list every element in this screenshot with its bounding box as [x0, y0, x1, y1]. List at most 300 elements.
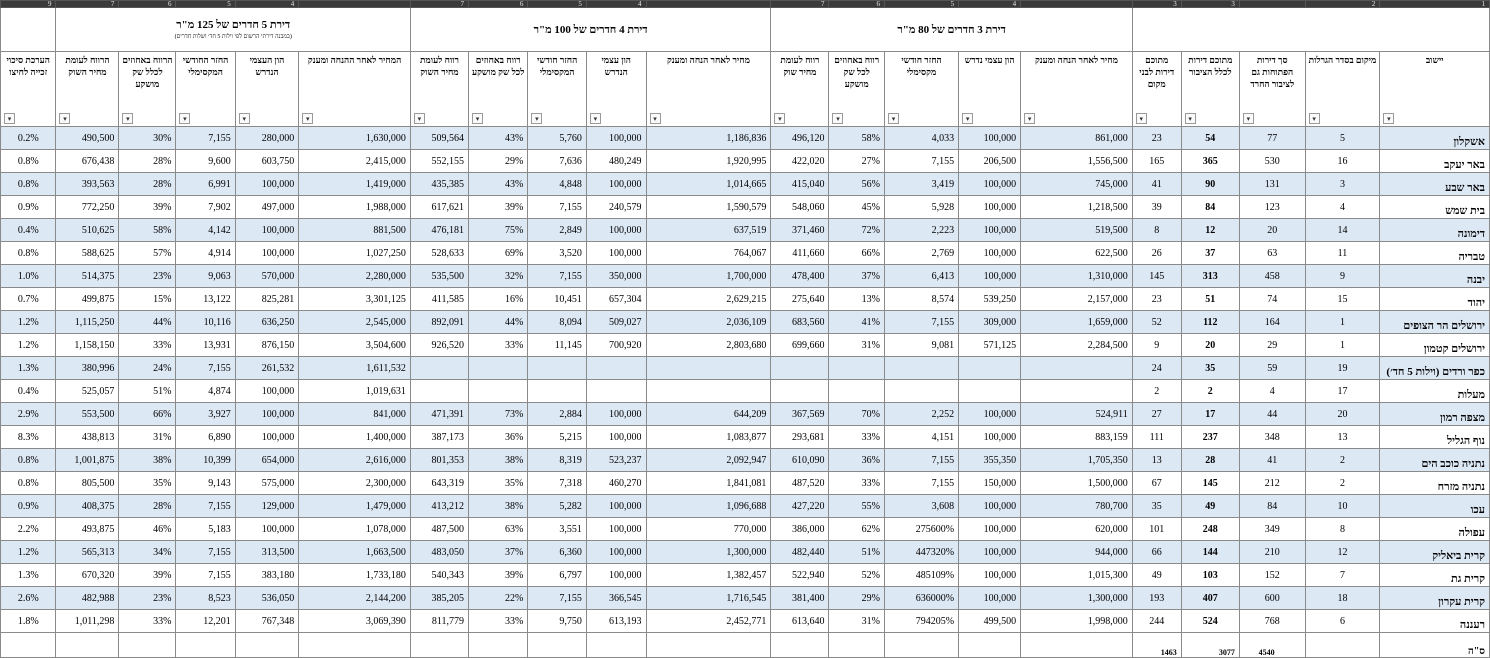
cell-local[interactable]: 101	[1132, 518, 1181, 541]
colnum-cell[interactable]	[299, 1, 411, 8]
cell-p125[interactable]: 565,313	[56, 541, 119, 564]
cell-public[interactable]: 2	[1181, 380, 1239, 403]
cell-m100[interactable]	[528, 357, 587, 380]
cell-pr100[interactable]: 2,036,109	[646, 311, 771, 334]
cell-m100[interactable]: 2,884	[528, 403, 587, 426]
cell-e80[interactable]: 100,000	[959, 127, 1021, 150]
cell-pr125[interactable]: 2,415,000	[299, 150, 411, 173]
cell-risk[interactable]: 1.2%	[1, 311, 56, 334]
cell-rank[interactable]: 1	[1305, 311, 1380, 334]
cell-pr100[interactable]: 2,803,680	[646, 334, 771, 357]
cell-pr125[interactable]: 2,300,000	[299, 472, 411, 495]
cell-pr100[interactable]: 1,382,457	[646, 564, 771, 587]
cell-local[interactable]: 23	[1132, 127, 1181, 150]
cell-pct125[interactable]: 58%	[119, 219, 176, 242]
cell-rank[interactable]: 4	[1305, 196, 1380, 219]
cell-pct100[interactable]: 36%	[469, 426, 528, 449]
cell-e80[interactable]: 100,000	[959, 173, 1021, 196]
cell-pr125[interactable]: 1,663,500	[299, 541, 411, 564]
cell-pr125[interactable]: 1,019,631	[299, 380, 411, 403]
cell-e100[interactable]: 657,304	[586, 288, 646, 311]
cell-e80[interactable]: 100,000	[959, 495, 1021, 518]
cell-pr80[interactable]: 524,911	[1021, 403, 1133, 426]
cell-pct80[interactable]: 33%	[829, 426, 884, 449]
empty-cell[interactable]	[528, 633, 587, 658]
cell-e100[interactable]: 366,545	[586, 587, 646, 610]
cell-p125[interactable]: 772,250	[56, 196, 119, 219]
cell-p125[interactable]: 438,813	[56, 426, 119, 449]
cell-pr125[interactable]: 1,419,000	[299, 173, 411, 196]
colnum-cell[interactable]: 7	[56, 1, 119, 8]
cell-p80[interactable]: 367,569	[771, 403, 829, 426]
cell-local[interactable]: 2	[1132, 380, 1181, 403]
cell-pct125[interactable]: 66%	[119, 403, 176, 426]
cell-m125[interactable]: 7,155	[176, 541, 235, 564]
cell-e80[interactable]: 100,000	[959, 265, 1021, 288]
empty-cell[interactable]	[235, 633, 299, 658]
cell-pct80[interactable]: 72%	[829, 219, 884, 242]
cell-pct100[interactable]: 39%	[469, 564, 528, 587]
cell-pct80[interactable]: 31%	[829, 334, 884, 357]
cell-e100[interactable]: 523,237	[586, 449, 646, 472]
filter-dropdown-icon[interactable]: ▾	[179, 113, 190, 124]
cell-e100[interactable]: 240,579	[586, 196, 646, 219]
cell-e125[interactable]: 100,000	[235, 173, 299, 196]
cell-p125[interactable]: 408,375	[56, 495, 119, 518]
cell-p80[interactable]: 411,660	[771, 242, 829, 265]
cell-p125[interactable]: 553,500	[56, 403, 119, 426]
cell-p125[interactable]: 493,875	[56, 518, 119, 541]
cell-m100[interactable]: 11,145	[528, 334, 587, 357]
cell-total[interactable]: 349	[1239, 518, 1305, 541]
cell-pct125[interactable]: 33%	[119, 334, 176, 357]
cell-m80[interactable]: 2,769	[884, 242, 958, 265]
cell-p80[interactable]: 522,940	[771, 564, 829, 587]
cell-rank[interactable]: 14	[1305, 219, 1380, 242]
header-g100-profit[interactable]	[410, 52, 468, 127]
cell-risk[interactable]: 0.8%	[1, 173, 56, 196]
cell-p80[interactable]: 275,640	[771, 288, 829, 311]
cell-m100[interactable]: 6,797	[528, 564, 587, 587]
cell-pr100[interactable]: 2,452,771	[646, 610, 771, 633]
cell-e100[interactable]: 509,027	[586, 311, 646, 334]
cell-p80[interactable]	[771, 380, 829, 403]
cell-e100[interactable]: 100,000	[586, 518, 646, 541]
cell-e100[interactable]: 100,000	[586, 127, 646, 150]
cell-e100[interactable]: 100,000	[586, 564, 646, 587]
cell-pr80[interactable]: 1,500,000	[1021, 472, 1133, 495]
cell-e125[interactable]: 100,000	[235, 426, 299, 449]
colnum-cell[interactable]: 4	[959, 1, 1021, 8]
group-header-empty[interactable]	[1132, 8, 1489, 52]
cell-e100[interactable]: 100,000	[586, 173, 646, 196]
cell-pct125[interactable]: 38%	[119, 449, 176, 472]
cell-city[interactable]: בית שמש	[1380, 196, 1490, 219]
colnum-cell[interactable]: 3	[1181, 1, 1239, 8]
cell-pct125[interactable]: 31%	[119, 426, 176, 449]
cell-rank[interactable]: 7	[1305, 564, 1380, 587]
cell-city[interactable]: באר יעקב	[1380, 150, 1490, 173]
cell-risk[interactable]: 1.8%	[1, 610, 56, 633]
cell-pr80[interactable]: 1,015,300	[1021, 564, 1133, 587]
cell-pct125[interactable]: 39%	[119, 564, 176, 587]
cell-pr125[interactable]: 1,400,000	[299, 426, 411, 449]
cell-e125[interactable]: 603,750	[235, 150, 299, 173]
filter-dropdown-icon[interactable]: ▾	[832, 113, 843, 124]
cell-e80[interactable]: 355,350	[959, 449, 1021, 472]
colnum-cell[interactable]	[1021, 1, 1133, 8]
cell-pr80[interactable]: 1,998,000	[1021, 610, 1133, 633]
total-total[interactable]: 4540	[1239, 633, 1305, 658]
cell-city[interactable]: עכו	[1380, 495, 1490, 518]
cell-local[interactable]: 111	[1132, 426, 1181, 449]
total-rank[interactable]	[1305, 633, 1380, 658]
cell-e80[interactable]: 100,000	[959, 219, 1021, 242]
cell-e80[interactable]: 539,250	[959, 288, 1021, 311]
cell-m125[interactable]: 4,874	[176, 380, 235, 403]
cell-e80[interactable]: 100,000	[959, 518, 1021, 541]
empty-cell[interactable]	[884, 633, 958, 658]
colnum-cell[interactable]: 3	[1132, 1, 1181, 8]
cell-p80[interactable]: 386,000	[771, 518, 829, 541]
cell-pct80[interactable]: 51%	[829, 541, 884, 564]
cell-p80[interactable]	[771, 357, 829, 380]
cell-m125[interactable]: 8,523	[176, 587, 235, 610]
cell-m80[interactable]	[884, 380, 958, 403]
cell-e100[interactable]: 350,000	[586, 265, 646, 288]
cell-public[interactable]: 20	[1181, 334, 1239, 357]
total-public[interactable]: 3077	[1181, 633, 1239, 658]
cell-m100[interactable]: 5,282	[528, 495, 587, 518]
cell-e100[interactable]: 100,000	[586, 242, 646, 265]
header-g80-pct[interactable]	[829, 52, 884, 127]
colnum-cell[interactable]: 9	[1, 1, 56, 8]
cell-e125[interactable]: 575,000	[235, 472, 299, 495]
cell-rank[interactable]: 18	[1305, 587, 1380, 610]
cell-p100[interactable]: 509,564	[410, 127, 468, 150]
cell-public[interactable]: 35	[1181, 357, 1239, 380]
cell-pct80[interactable]: 33%	[829, 472, 884, 495]
cell-local[interactable]: 35	[1132, 495, 1181, 518]
cell-m80[interactable]: 3,419	[884, 173, 958, 196]
cell-pct80[interactable]: 27%	[829, 150, 884, 173]
cell-total[interactable]: 600	[1239, 587, 1305, 610]
cell-m80[interactable]: 7,155	[884, 311, 958, 334]
cell-p100[interactable]: 487,500	[410, 518, 468, 541]
cell-e80[interactable]: 100,000	[959, 541, 1021, 564]
cell-m125[interactable]: 7,155	[176, 357, 235, 380]
filter-dropdown-icon[interactable]: ▾	[590, 113, 601, 124]
cell-m100[interactable]: 9,750	[528, 610, 587, 633]
cell-p125[interactable]: 393,563	[56, 173, 119, 196]
cell-e125[interactable]: 497,000	[235, 196, 299, 219]
cell-e125[interactable]: 636,250	[235, 311, 299, 334]
cell-rank[interactable]: 3	[1305, 173, 1380, 196]
cell-pct100[interactable]: 75%	[469, 219, 528, 242]
cell-pct125[interactable]: 23%	[119, 265, 176, 288]
cell-city[interactable]: טבריה	[1380, 242, 1490, 265]
cell-pr80[interactable]: 944,000	[1021, 541, 1133, 564]
header-g100-equity[interactable]	[586, 52, 646, 127]
filter-dropdown-icon[interactable]: ▾	[1243, 113, 1254, 124]
cell-pct125[interactable]: 28%	[119, 495, 176, 518]
cell-p80[interactable]: 496,120	[771, 127, 829, 150]
header-c-total[interactable]	[1239, 52, 1305, 127]
cell-risk[interactable]: 8.3%	[1, 426, 56, 449]
cell-pr80[interactable]: 1,300,000	[1021, 587, 1133, 610]
cell-pr80[interactable]: 620,000	[1021, 518, 1133, 541]
cell-rank[interactable]: 12	[1305, 541, 1380, 564]
cell-p100[interactable]: 385,205	[410, 587, 468, 610]
cell-p100[interactable]: 535,500	[410, 265, 468, 288]
cell-m100[interactable]: 7,155	[528, 196, 587, 219]
cell-m100[interactable]: 2,849	[528, 219, 587, 242]
cell-total[interactable]: 4	[1239, 380, 1305, 403]
cell-m80[interactable]: 5,928	[884, 196, 958, 219]
cell-total[interactable]: 84	[1239, 495, 1305, 518]
cell-pr100[interactable]: 1,920,995	[646, 150, 771, 173]
cell-pr80[interactable]	[1021, 380, 1133, 403]
cell-m80[interactable]: 636000%	[884, 587, 958, 610]
cell-pct125[interactable]: 34%	[119, 541, 176, 564]
cell-e100[interactable]	[586, 380, 646, 403]
cell-pr100[interactable]: 1,716,545	[646, 587, 771, 610]
cell-e80[interactable]: 100,000	[959, 564, 1021, 587]
cell-pct80[interactable]	[829, 380, 884, 403]
cell-risk[interactable]: 0.9%	[1, 196, 56, 219]
colnum-cell[interactable]: 4	[235, 1, 299, 8]
cell-pct80[interactable]: 66%	[829, 242, 884, 265]
cell-risk[interactable]: 1.3%	[1, 357, 56, 380]
cell-m125[interactable]: 7,155	[176, 127, 235, 150]
header-g100-pct[interactable]	[469, 52, 528, 127]
filter-dropdown-icon[interactable]: ▾	[962, 113, 973, 124]
cell-total[interactable]: 348	[1239, 426, 1305, 449]
cell-m125[interactable]: 4,142	[176, 219, 235, 242]
cell-pr125[interactable]: 1,988,000	[299, 196, 411, 219]
cell-pct125[interactable]: 24%	[119, 357, 176, 380]
cell-city[interactable]: אשקלון	[1380, 127, 1490, 150]
cell-total[interactable]: 530	[1239, 150, 1305, 173]
filter-dropdown-icon[interactable]: ▾	[1383, 113, 1394, 124]
cell-m80[interactable]: 8,574	[884, 288, 958, 311]
cell-e125[interactable]: 825,281	[235, 288, 299, 311]
filter-dropdown-icon[interactable]: ▾	[650, 113, 661, 124]
cell-m125[interactable]: 10,116	[176, 311, 235, 334]
cell-public[interactable]: 17	[1181, 403, 1239, 426]
cell-rank[interactable]: 15	[1305, 288, 1380, 311]
cell-p100[interactable]: 540,343	[410, 564, 468, 587]
colnum-cell[interactable]	[646, 1, 771, 8]
empty-cell[interactable]	[410, 633, 468, 658]
colnum-cell[interactable]: 4	[586, 1, 646, 8]
cell-public[interactable]: 248	[1181, 518, 1239, 541]
group-header-125[interactable]	[56, 8, 410, 52]
header-city[interactable]	[1380, 52, 1490, 127]
cell-risk[interactable]: 0.2%	[1, 127, 56, 150]
cell-pct100[interactable]: 29%	[469, 150, 528, 173]
header-g80-monthly[interactable]	[884, 52, 958, 127]
cell-pr125[interactable]: 2,545,000	[299, 311, 411, 334]
cell-pct125[interactable]: 44%	[119, 311, 176, 334]
cell-pct125[interactable]: 35%	[119, 472, 176, 495]
cell-pr125[interactable]: 2,280,000	[299, 265, 411, 288]
cell-e80[interactable]: 100,000	[959, 196, 1021, 219]
header-g100-monthly[interactable]	[528, 52, 587, 127]
cell-pct125[interactable]: 15%	[119, 288, 176, 311]
cell-public[interactable]: 112	[1181, 311, 1239, 334]
cell-pct80[interactable]: 52%	[829, 564, 884, 587]
header-c-local[interactable]	[1132, 52, 1181, 127]
cell-pr80[interactable]	[1021, 357, 1133, 380]
header-g80-profit[interactable]	[771, 52, 829, 127]
cell-local[interactable]: 49	[1132, 564, 1181, 587]
cell-p100[interactable]: 413,212	[410, 495, 468, 518]
cell-m100[interactable]: 3,520	[528, 242, 587, 265]
cell-city[interactable]: מעלות	[1380, 380, 1490, 403]
cell-e125[interactable]: 570,000	[235, 265, 299, 288]
cell-public[interactable]: 313	[1181, 265, 1239, 288]
filter-dropdown-icon[interactable]: ▾	[59, 113, 70, 124]
cell-rank[interactable]: 9	[1305, 265, 1380, 288]
cell-local[interactable]: 26	[1132, 242, 1181, 265]
cell-m100[interactable]: 3,551	[528, 518, 587, 541]
cell-e125[interactable]: 767,348	[235, 610, 299, 633]
cell-rank[interactable]: 11	[1305, 242, 1380, 265]
total-label[interactable]: ס"ה	[1380, 633, 1490, 658]
header-g80-equity[interactable]	[959, 52, 1021, 127]
cell-rank[interactable]: 5	[1305, 127, 1380, 150]
cell-total[interactable]: 152	[1239, 564, 1305, 587]
cell-e100[interactable]: 100,000	[586, 426, 646, 449]
cell-m100[interactable]: 5,215	[528, 426, 587, 449]
cell-p100[interactable]: 471,391	[410, 403, 468, 426]
header-c-public[interactable]	[1181, 52, 1239, 127]
cell-rank[interactable]: 2	[1305, 472, 1380, 495]
colnum-cell[interactable]: 5	[176, 1, 235, 8]
cell-risk[interactable]: 0.7%	[1, 288, 56, 311]
cell-e100[interactable]: 100,000	[586, 541, 646, 564]
cell-pct80[interactable]: 58%	[829, 127, 884, 150]
cell-m100[interactable]: 4,848	[528, 173, 587, 196]
cell-e125[interactable]: 100,000	[235, 518, 299, 541]
empty-cell[interactable]	[469, 633, 528, 658]
cell-risk[interactable]: 2.2%	[1, 518, 56, 541]
cell-public[interactable]: 49	[1181, 495, 1239, 518]
cell-pct125[interactable]: 33%	[119, 610, 176, 633]
cell-public[interactable]: 12	[1181, 219, 1239, 242]
cell-risk[interactable]: 0.8%	[1, 242, 56, 265]
cell-m125[interactable]: 9,600	[176, 150, 235, 173]
cell-p125[interactable]: 525,057	[56, 380, 119, 403]
cell-local[interactable]: 193	[1132, 587, 1181, 610]
cell-risk[interactable]: 1.3%	[1, 564, 56, 587]
filter-dropdown-icon[interactable]: ▾	[414, 113, 425, 124]
cell-rank[interactable]: 2	[1305, 449, 1380, 472]
cell-e125[interactable]: 261,532	[235, 357, 299, 380]
cell-m80[interactable]: 6,413	[884, 265, 958, 288]
cell-m80[interactable]: 4,151	[884, 426, 958, 449]
cell-p80[interactable]: 381,400	[771, 587, 829, 610]
cell-p80[interactable]: 478,400	[771, 265, 829, 288]
cell-e80[interactable]: 499,500	[959, 610, 1021, 633]
cell-pr100[interactable]: 1,186,836	[646, 127, 771, 150]
cell-e100[interactable]: 460,270	[586, 472, 646, 495]
cell-risk[interactable]: 1.0%	[1, 265, 56, 288]
cell-m80[interactable]: 794205%	[884, 610, 958, 633]
cell-pr80[interactable]: 2,157,000	[1021, 288, 1133, 311]
cell-total[interactable]: 123	[1239, 196, 1305, 219]
cell-pct100[interactable]: 37%	[469, 541, 528, 564]
cell-pr125[interactable]: 1,630,000	[299, 127, 411, 150]
cell-total[interactable]: 77	[1239, 127, 1305, 150]
cell-pr100[interactable]: 1,014,665	[646, 173, 771, 196]
cell-m80[interactable]: 275600%	[884, 518, 958, 541]
cell-public[interactable]: 237	[1181, 426, 1239, 449]
cell-pr80[interactable]: 883,159	[1021, 426, 1133, 449]
cell-e125[interactable]: 383,180	[235, 564, 299, 587]
cell-pct100[interactable]: 44%	[469, 311, 528, 334]
empty-cell[interactable]	[1021, 633, 1133, 658]
cell-m80[interactable]: 4,033	[884, 127, 958, 150]
cell-public[interactable]: 37	[1181, 242, 1239, 265]
filter-dropdown-icon[interactable]: ▾	[888, 113, 899, 124]
cell-total[interactable]: 74	[1239, 288, 1305, 311]
cell-p100[interactable]: 476,181	[410, 219, 468, 242]
cell-total[interactable]: 44	[1239, 403, 1305, 426]
filter-dropdown-icon[interactable]: ▾	[774, 113, 785, 124]
colnum-cell[interactable]: 5	[528, 1, 587, 8]
cell-public[interactable]: 144	[1181, 541, 1239, 564]
empty-cell[interactable]	[299, 633, 411, 658]
cell-m100[interactable]: 8,094	[528, 311, 587, 334]
cell-risk[interactable]: 1.2%	[1, 334, 56, 357]
empty-cell[interactable]	[771, 633, 829, 658]
cell-m125[interactable]: 6,991	[176, 173, 235, 196]
cell-p80[interactable]: 482,440	[771, 541, 829, 564]
header-c-rank[interactable]	[1305, 52, 1380, 127]
cell-pct100[interactable]: 38%	[469, 495, 528, 518]
cell-pct125[interactable]: 30%	[119, 127, 176, 150]
colnum-cell[interactable]: 1	[1380, 1, 1490, 8]
cell-e100[interactable]: 480,249	[586, 150, 646, 173]
cell-rank[interactable]: 6	[1305, 610, 1380, 633]
header-g80-price[interactable]	[1021, 52, 1133, 127]
cell-pct80[interactable]: 45%	[829, 196, 884, 219]
cell-pct100[interactable]: 39%	[469, 196, 528, 219]
filter-dropdown-icon[interactable]: ▾	[472, 113, 483, 124]
cell-m80[interactable]: 2,223	[884, 219, 958, 242]
cell-pr125[interactable]: 3,504,600	[299, 334, 411, 357]
cell-e80[interactable]	[959, 357, 1021, 380]
cell-local[interactable]: 52	[1132, 311, 1181, 334]
header-g125-monthly[interactable]	[176, 52, 235, 127]
cell-m80[interactable]: 7,155	[884, 449, 958, 472]
empty-cell[interactable]	[586, 633, 646, 658]
cell-pct100[interactable]: 33%	[469, 334, 528, 357]
cell-pr100[interactable]	[646, 357, 771, 380]
cell-p80[interactable]: 610,090	[771, 449, 829, 472]
cell-e125[interactable]: 129,000	[235, 495, 299, 518]
cell-e100[interactable]	[586, 357, 646, 380]
cell-pr80[interactable]: 1,310,000	[1021, 265, 1133, 288]
colnum-cell[interactable]: 7	[771, 1, 829, 8]
cell-p125[interactable]: 380,996	[56, 357, 119, 380]
cell-pr125[interactable]: 2,144,200	[299, 587, 411, 610]
cell-total[interactable]: 458	[1239, 265, 1305, 288]
cell-e125[interactable]: 876,150	[235, 334, 299, 357]
cell-local[interactable]: 165	[1132, 150, 1181, 173]
